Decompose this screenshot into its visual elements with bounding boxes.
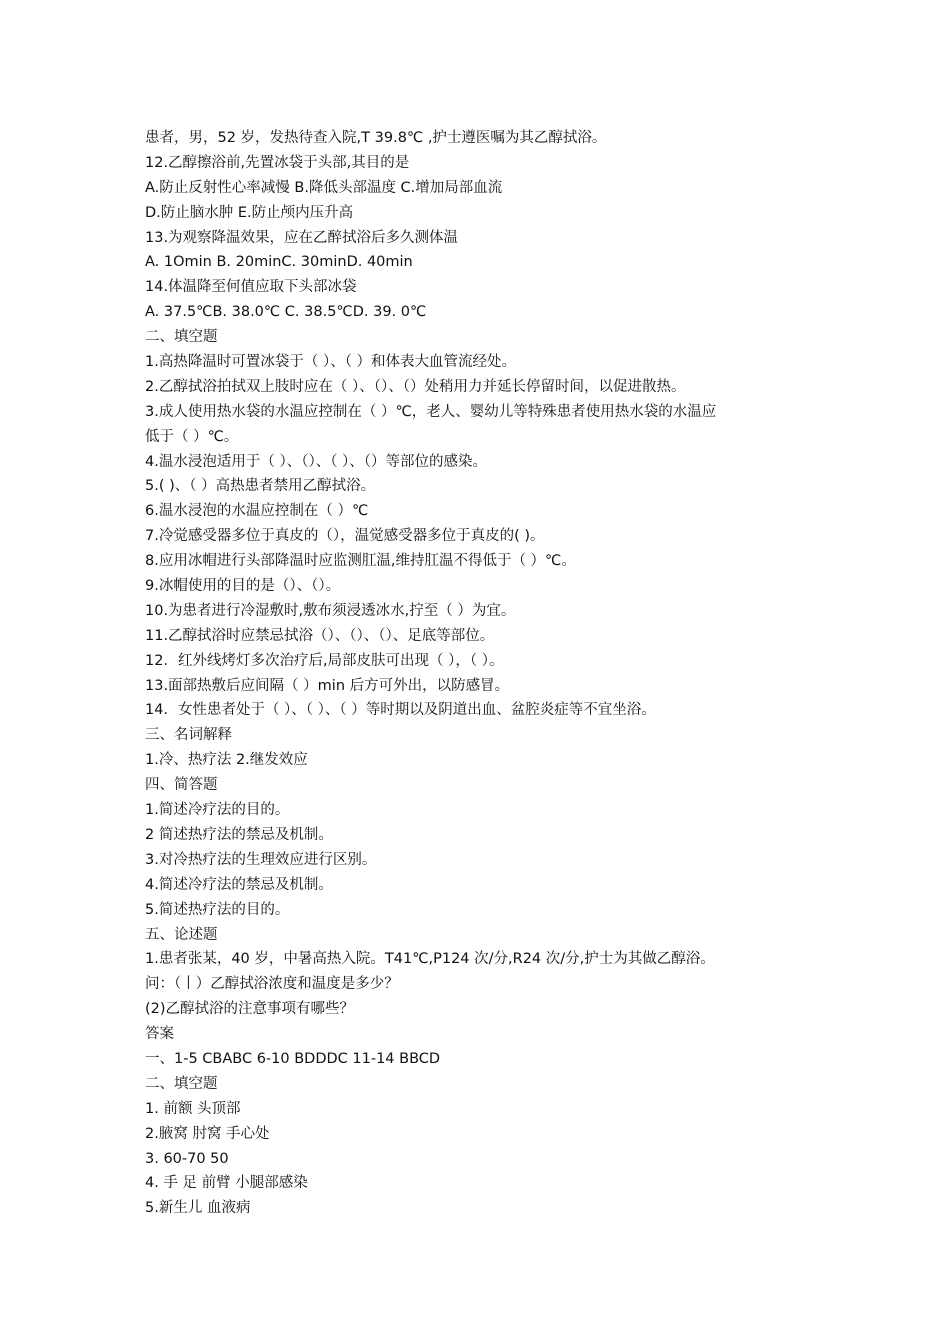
fill-in-1: 1.高热降温时可置冰袋于（ ）、（ ）和体表大血管流经处。: [145, 354, 517, 371]
answers-fill-in-heading: 二、填空题: [145, 1075, 218, 1092]
answer-fill-in-3: 3. 60-70 50: [145, 1150, 229, 1167]
question-14-options: A. 37.5℃B. 38.0℃ C. 38.5℃D. 39. 0℃: [145, 304, 427, 321]
fill-in-12: 12．红外线烤灯多次治疗后,局部皮肤可出现（ ），（ ）。: [145, 652, 504, 669]
question-13: 13.为观察降温效果，应在乙醉拭浴后多久测体温: [145, 229, 459, 246]
fill-in-4: 4.温水浸泡适用于（ ）、（）、（ ）、（）等部位的感染。: [145, 453, 488, 470]
short-answer-4: 4.简述冷疗法的禁忌及机制。: [145, 876, 333, 893]
document-body: [145, 126, 845, 1221]
essay-1-question-2: (2)乙醇拭浴的注意事项有哪些？: [145, 1001, 355, 1018]
short-answer-3: 3.对冷热疗法的生理效应进行区别。: [145, 851, 377, 868]
answer-fill-in-2: 2.腋窝 肘窝 手心处: [145, 1125, 270, 1142]
fill-in-5: 5.( )、（ ）高热患者禁用乙醇拭浴。: [145, 478, 376, 495]
fill-in-13: 13.面部热敷后应间隔（ ）min 后方可外出，以防感冒。: [145, 677, 510, 694]
question-12: 12.乙醇擦浴前,先置冰袋于头部,其目的是: [145, 154, 410, 171]
question-12-options-a-c: A.防止反射性心率减慢 B.降低头部温度 C.增加局部血流: [145, 179, 503, 196]
fill-in-8: 8.应用冰帽进行头部降温时应监测肛温,维持肛温不得低于（ ）℃。: [145, 553, 576, 570]
answers-heading: 答案: [145, 1026, 174, 1043]
question-14: 14.体温降至何值应取下头部冰袋: [145, 279, 357, 296]
answers-multiple-choice: 一、1-5 CBABC 6-10 BDDDC 11-14 BBCD: [145, 1050, 441, 1067]
section-heading-short-answer: 四、简答题: [145, 777, 218, 794]
fill-in-14: 14．女性患者处于（ ）、（ ）、（ ）等时期以及阴道出血、盆腔炎症等不宜坐浴。: [145, 702, 656, 719]
section-heading-fill-in: 二、填空题: [145, 329, 218, 346]
fill-in-3-continued: 低于（ ）℃。: [145, 428, 239, 445]
short-answer-2: 2 简述热疗法的禁忌及机制。: [145, 826, 333, 843]
answer-fill-in-5: 5.新生儿 血液病: [145, 1200, 251, 1217]
essay-1-question-1: 问：（丨）乙醇拭浴浓度和温度是多少？: [145, 976, 399, 993]
fill-in-10: 10.为患者进行冷湿敷时,敷布须浸透冰水,拧至（ ）为宜。: [145, 602, 516, 619]
answer-fill-in-1: 1. 前额 头顶部: [145, 1100, 241, 1117]
fill-in-11: 11.乙醇拭浴时应禁忌拭浴（）、（）、（）、足底等部位。: [145, 627, 495, 644]
fill-in-3: 3.成人使用热水袋的水温应控制在（ ）℃，老人、婴幼儿等特殊患者使用热水袋的水温应: [145, 403, 717, 420]
essay-1: 1.患者张某，40 岁，中暑高热入院。T41℃,P124 次/分,R24 次/分,护士为其做乙醇浴。: [145, 951, 715, 968]
fill-in-6: 6.温水浸泡的水温应控制在（ ）℃: [145, 503, 369, 520]
question-13-options: A. 1Omin B. 20minC. 30minD. 40min: [145, 254, 413, 271]
answer-fill-in-4: 4. 手 足 前臂 小腿部感染: [145, 1175, 308, 1192]
terms-1: 1.冷、热疗法 2.继发效应: [145, 752, 308, 769]
fill-in-9: 9.冰帽使用的目的是（）、（）。: [145, 578, 341, 595]
fill-in-7: 7.冷觉感受器多位于真皮的（），温觉感受器多位于真皮的( )。: [145, 528, 545, 545]
fill-in-2: 2.乙醇拭浴拍拭双上肢时应在（ ）、（）、（）处稍用力并延长停留时间，以促进散热。: [145, 378, 686, 395]
section-heading-essay: 五、论述题: [145, 926, 218, 943]
short-answer-5: 5.简述热疗法的目的。: [145, 901, 290, 918]
case-intro: 患者，男，52 岁，发热待查入院,T 39.8℃ ,护士遵医嘱为其乙醇拭浴。: [145, 130, 607, 146]
question-12-options-d-e: D.防止脑水肿 E.防止颅内压升高: [145, 204, 354, 221]
short-answer-1: 1.简述冷疗法的目的。: [145, 802, 290, 819]
section-heading-terms: 三、名词解释: [145, 727, 232, 744]
